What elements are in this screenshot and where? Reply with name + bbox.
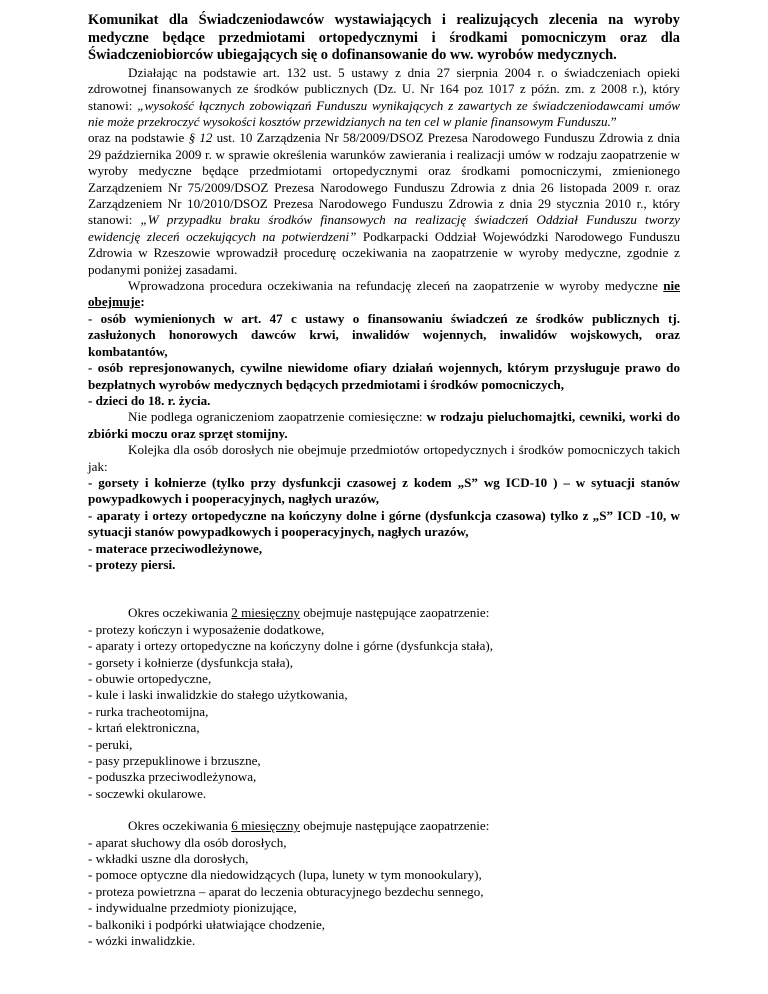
section-6-period: 6 miesięczny — [231, 818, 300, 834]
section-6-intro: Okres oczekiwania — [128, 818, 232, 834]
list-item: - rurka tracheotomijna, — [88, 703, 209, 719]
section-2-period: 2 miesięczny — [231, 605, 300, 621]
list-item: - obuwie ortopedyczne, — [88, 671, 212, 686]
list-item: - soczewki okularowe. — [88, 785, 207, 801]
adult-queue-item: - protezy piersi. — [88, 556, 176, 572]
paragraph-exclusions — [88, 278, 680, 409]
adult-queue-item: - aparaty i ortezy ortopedyczne na kończyny dolne i górne (dysfunkcja czasowa) tylko z „S” ICD -10, w sytuacji stanów powypadkowych i pooperacyjnych, nagłych urazów, — [88, 507, 680, 540]
section-6-intro-end: obejmuje następujące zaopatrzenie: — [299, 818, 490, 834]
document-title: Komunikat dla Świadczeniodawców wystawiających i realizujących zlecenia na wyroby medyczne będące przedmiotami ortopedycznymi i środkami pomocniczym oraz dla Świadczeniobiorców ubiegających się o dofinansowanie do ww. wyrobów medycznych. — [88, 12, 680, 64]
monthly-supply-items: w rodzaju pieluchomajtki, cewniki, worki do zbiórki moczu oraz sprzęt stomijny. — [88, 409, 680, 441]
legal-basis-quote-end: ” — [610, 114, 617, 129]
adult-queue-intro: Kolejka dla osób dorosłych nie obejmuje przedmiotów ortopedycznych i środków pomocniczych takich jak: — [88, 442, 680, 474]
section-2-month — [88, 605, 680, 802]
spacer — [88, 573, 680, 605]
list-item: - proteza powietrzna – aparat do leczenia obturacyjnego bezdechu sennego, — [88, 883, 484, 899]
regulation-section: § 12 — [188, 130, 213, 146]
list-item: - peruki, — [88, 736, 133, 752]
list-item: - gorsety i kołnierze (dysfunkcja stała), — [88, 654, 294, 670]
monthly-supply-text: Nie podlega ograniczeniom zaopatrzenie comiesięczne: — [128, 409, 427, 425]
exclusions-intro: Wprowadzona procedura oczekiwania na refundację zleceń na zaopatrzenie w wyroby medyczne — [128, 278, 664, 294]
list-item: - pasy przepuklinowe i brzuszne, — [88, 753, 261, 769]
list-item: - wkładki uszne dla dorosłych, — [88, 851, 249, 867]
spacer — [88, 802, 680, 818]
paragraph-monthly-supply — [88, 409, 680, 442]
regulation-details: ust. 10 Zarządzenia Nr 58/2009/DSOZ Prezesa Narodowego Funduszu Zdrowia z dnia 29 października 2009 r. w sprawie określenia warunków zawierania i realizacji umów w rodzaju zaopatrzenie w wyroby medyczne będące przedmiotami ortopedycznymi oraz środkami pomocniczymi, zmienionego Zarządzeniem Nr 75/2009/DSOZ Prezesa Narodowego Funduszu Zdrowia z dnia 26 listopada 2009 r. oraz Zarządzeniem Nr 10/2010/DSOZ Prezesa Narodowego Funduszu Zdrowia z dnia 29 stycznia 2010 r., który stanowi: — [88, 130, 680, 228]
exclusion-item: - dzieci do 18. r. życia. — [88, 392, 211, 408]
list-item: - poduszka przeciwodleżynowa, — [88, 769, 257, 785]
adult-queue-item: - gorsety i kołnierze (tylko przy dysfunkcji czasowej z kodem „S” wg ICD-10 ) – w sytuacji stanów powypadkowych i pooperacyjnych, nagłych urazów, — [88, 474, 680, 507]
regulation-text: oraz na podstawie — [88, 130, 189, 146]
exclusion-item: - osób wymienionych w art. 47 c ustawy o finansowaniu świadczeń ze środków publicznych tj. zasłużonych honorowych dawców krwi, inwalidów wojennych, inwalidów wojskowych, oraz kombatantów, — [88, 310, 680, 359]
list-item: - protezy kończyn i wyposażenie dodatkowe, — [88, 621, 325, 637]
list-item: - aparat słuchowy dla osób dorosłych, — [88, 834, 287, 850]
paragraph-adult-queue — [88, 442, 680, 573]
section-2-intro-end: obejmuje następujące zaopatrzenie: — [299, 605, 490, 621]
legal-basis-text: Działając na podstawie art. 132 ust. 5 ustawy z dnia 27 sierpnia 2004 r. o świadczeniach opieki zdrowotnej finansowanych ze środków publicznych (Dz. U. Nr 164 poz 1017 z późn. zm. z 2008 r.), który stanowi: — [88, 64, 680, 113]
list-item: - indywidualne przedmioty pionizujące, — [88, 900, 297, 916]
list-item: - kule i laski inwalidzkie do stałego użytkowania, — [88, 687, 348, 703]
adult-queue-item: - materace przeciwodleżynowe, — [88, 540, 263, 556]
list-item: - aparaty i ortezy ortopedyczne na kończyny dolne i górne (dysfunkcja stała), — [88, 638, 494, 654]
document-page — [88, 12, 680, 950]
paragraph-legal-basis — [88, 65, 680, 278]
regulation-conclusion: Podkarpacki Oddział Wojewódzki Narodowego Funduszu Zdrowia w Rzeszowie wprowadził procedurę oczekiwania na zaopatrzenie w wyroby medyczne, zgodnie z podanymi poniżej zasadami. — [88, 228, 680, 277]
legal-basis-quote: „wysokość łącznych zobowiązań Funduszu wynikających z zawartych ze świadczeniodawcami umów nie może przekroczyć wysokości kosztów przewidzianych na ten cel w planie finansowym Funduszu. — [88, 97, 680, 129]
regulation-quote: „W przypadku braku środków finansowych na realizację świadczeń Oddział Funduszu tworzy ewidencję zleceń oczekujących na potwierdzeni” — [88, 212, 680, 244]
list-item: - krtań elektroniczna, — [88, 720, 200, 736]
section-2-intro: Okres oczekiwania — [128, 605, 232, 621]
list-item: - pomoce optyczne dla niedowidzących (lupa, lunety w tym monookulary), — [88, 867, 482, 883]
exclusions-colon: : — [140, 294, 145, 310]
list-item: - balkoniki i podpórki ułatwiające chodzenie, — [88, 916, 326, 932]
exclusions-keyword: nie obejmuje — [88, 278, 680, 310]
section-6-month — [88, 818, 680, 949]
exclusion-item: - osób represjonowanych, cywilne niewidome ofiary działań wojennych, którym przysługuje prawo do bezpłatnych wyrobów medycznych będących przedmiotami i środków pomocniczych, — [88, 360, 680, 392]
list-item: - wózki inwalidzkie. — [88, 933, 196, 949]
